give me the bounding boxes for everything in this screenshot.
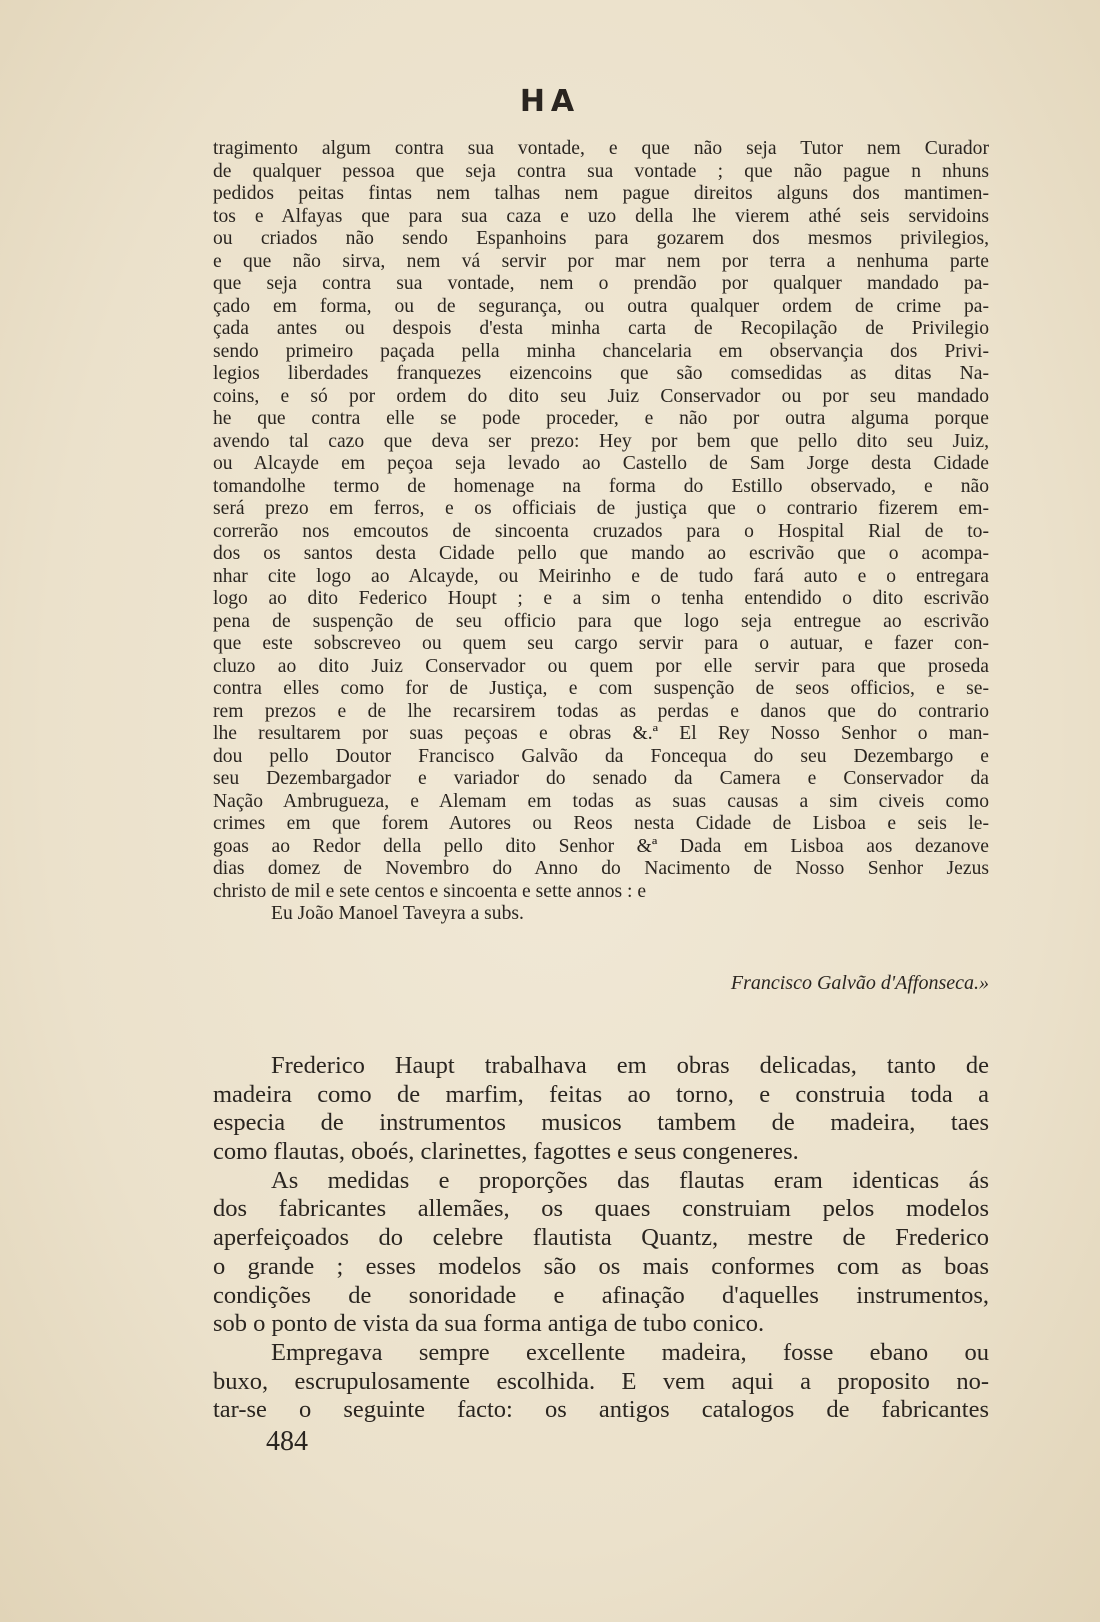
document-line: contra elles como for de Justiça, e com suspenção de seos officios, e se- bbox=[213, 678, 989, 699]
document-line: pedidos peitas fintas nem talhas nem pague direitos alguns dos mantimen- bbox=[213, 183, 989, 204]
document-line: goas ao Redor della pello dito Senhor &ª Dada em Lisboa aos dezanove bbox=[213, 835, 989, 857]
document-line: cluzo ao dito Juiz Conservador ou quem por elle servir para que proseda bbox=[213, 655, 989, 677]
document-line: dos os santos desta Cidade pello que mando ao escrivão que o acompa- bbox=[213, 543, 989, 564]
document-line: christo de mil e sete centos e sincoenta e sette annos : e bbox=[213, 880, 647, 902]
document-line: dou pello Doutor Francisco Galvão da Foncequa do seu Dezembargo e bbox=[213, 745, 989, 767]
page-number: 484 bbox=[266, 1426, 308, 1457]
document-line: logo ao dito Federico Houpt ; e a sim o tenha entendido o dito escrivão bbox=[213, 588, 989, 609]
document-line: nhar cite logo ao Alcayde, ou Meirinho e de tudo fará auto e o entregara bbox=[213, 565, 989, 587]
body-line: especia de instrumentos musicos tambem de madeira, taes bbox=[213, 1109, 989, 1137]
document-line: coins, e só por ordem do dito seu Juiz Conservador ou por seu mandado bbox=[213, 385, 989, 407]
document-line: lhe resultarem por suas peçoas e obras &.ª El Rey Nosso Senhor o man- bbox=[213, 723, 989, 744]
body-line: madeira como de marfim, feitas ao torno, e construia toda a bbox=[213, 1080, 989, 1108]
document-line: tomandolhe termo de homenage na forma do Estillo observado, e não bbox=[213, 475, 989, 497]
document-line: he que contra elle se pode proceder, e não por outra alguma porque bbox=[213, 408, 989, 429]
document-line: ou Alcayde em peçoa seja levado ao Castello de Sam Jorge desta Cidade bbox=[213, 453, 989, 474]
document-line: rem prezos e de lhe recarsirem todas as perdas e danos que do contrario bbox=[213, 700, 989, 722]
document-line: crimes em que forem Autores ou Reos nesta Cidade de Lisboa e seis le- bbox=[213, 813, 989, 834]
signature: Francisco Galvão d'Affonseca.» bbox=[730, 972, 989, 994]
body-line: sob o ponto de vista da sua forma antiga de tubo conico. bbox=[213, 1310, 765, 1338]
body-text bbox=[213, 1052, 989, 1425]
document-line: e que não sirva, nem vá servir por mar nem por terra a nenhuma parte bbox=[213, 250, 989, 272]
body-line: buxo, escrupulosamente escolhida. E vem aqui a proposito no- bbox=[213, 1367, 989, 1395]
document-line: que seja contra sua vontade, nem o prendão por qualquer mandado pa- bbox=[213, 273, 989, 294]
body-line: o grande ; esses modelos são os mais conformes com as boas bbox=[213, 1252, 989, 1280]
document-closing: Eu João Manoel Taveyra a subs. bbox=[271, 903, 524, 924]
document-line: ou criados não sendo Espanhoins para gozarem dos mesmos privilegios, bbox=[213, 228, 989, 249]
document-line: çado em forma, ou de segurança, ou outra qualquer ordem de crime pa- bbox=[213, 295, 989, 317]
document-line: seu Dezembargador e variador do senado da Camera e Conservador da bbox=[213, 768, 989, 789]
document-line: dias domez de Novembro do Anno do Nacimento de Nosso Senhor Jezus bbox=[213, 858, 989, 879]
document-line: çada antes ou despois d'esta minha carta de Recopilação de Privilegio bbox=[213, 318, 989, 339]
body-line: Frederico Haupt trabalhava em obras delicadas, tanto de bbox=[271, 1052, 989, 1079]
document-line: sendo primeiro paçada pella minha chancelaria em observançia dos Privi- bbox=[213, 340, 989, 362]
body-line: tar-se o seguinte facto: os antigos catalogos de fabricantes bbox=[213, 1396, 989, 1424]
document-line: Nação Ambrugueza, e Alemam em todas as suas causas a sim civeis como bbox=[213, 790, 989, 812]
document-line: avendo tal cazo que deva ser prezo: Hey por bem que pello dito seu Juiz, bbox=[213, 430, 989, 452]
body-line: como flautas, oboés, clarinettes, fagottes e seus congeneres. bbox=[213, 1138, 799, 1166]
running-head: HA bbox=[519, 84, 581, 119]
body-line: As medidas e proporções das flautas eram identicas ás bbox=[271, 1166, 989, 1194]
document-line: de qualquer pessoa que seja contra sua vontade ; que não pague n nhuns bbox=[213, 160, 989, 182]
document-line: legios liberdades franquezes eizencoins que são comsedidas as ditas Na- bbox=[213, 363, 989, 384]
quoted-document bbox=[213, 138, 989, 926]
document-line: tragimento algum contra sua vontade, e que não seja Tutor nem Curador bbox=[213, 138, 989, 159]
body-line: condições de sonoridade e afinação d'aquelles instrumentos, bbox=[213, 1281, 989, 1309]
body-line: Empregava sempre excellente madeira, fosse ebano ou bbox=[271, 1338, 989, 1366]
body-line: aperfeiçoados do celebre flautista Quantz, mestre de Frederico bbox=[213, 1224, 989, 1252]
document-line: tos e Alfayas que para sua caza e uzo della lhe vierem athé seis servidoins bbox=[213, 205, 989, 227]
document-line: pena de suspenção de seu officio para que logo seja entregue ao escrivão bbox=[213, 610, 989, 632]
document-line: que este sobscreveo ou quem seu cargo servir para o autuar, e fazer con- bbox=[213, 633, 989, 654]
body-line: dos fabricantes allemães, os quaes construiam pelos modelos bbox=[213, 1195, 989, 1223]
document-line: correrão nos emcoutos de sincoenta cruzados para o Hospital Rial de to- bbox=[213, 520, 989, 542]
document-line: será prezo em ferros, e os officiais de justiça que o contrario fizerem em- bbox=[213, 498, 989, 519]
